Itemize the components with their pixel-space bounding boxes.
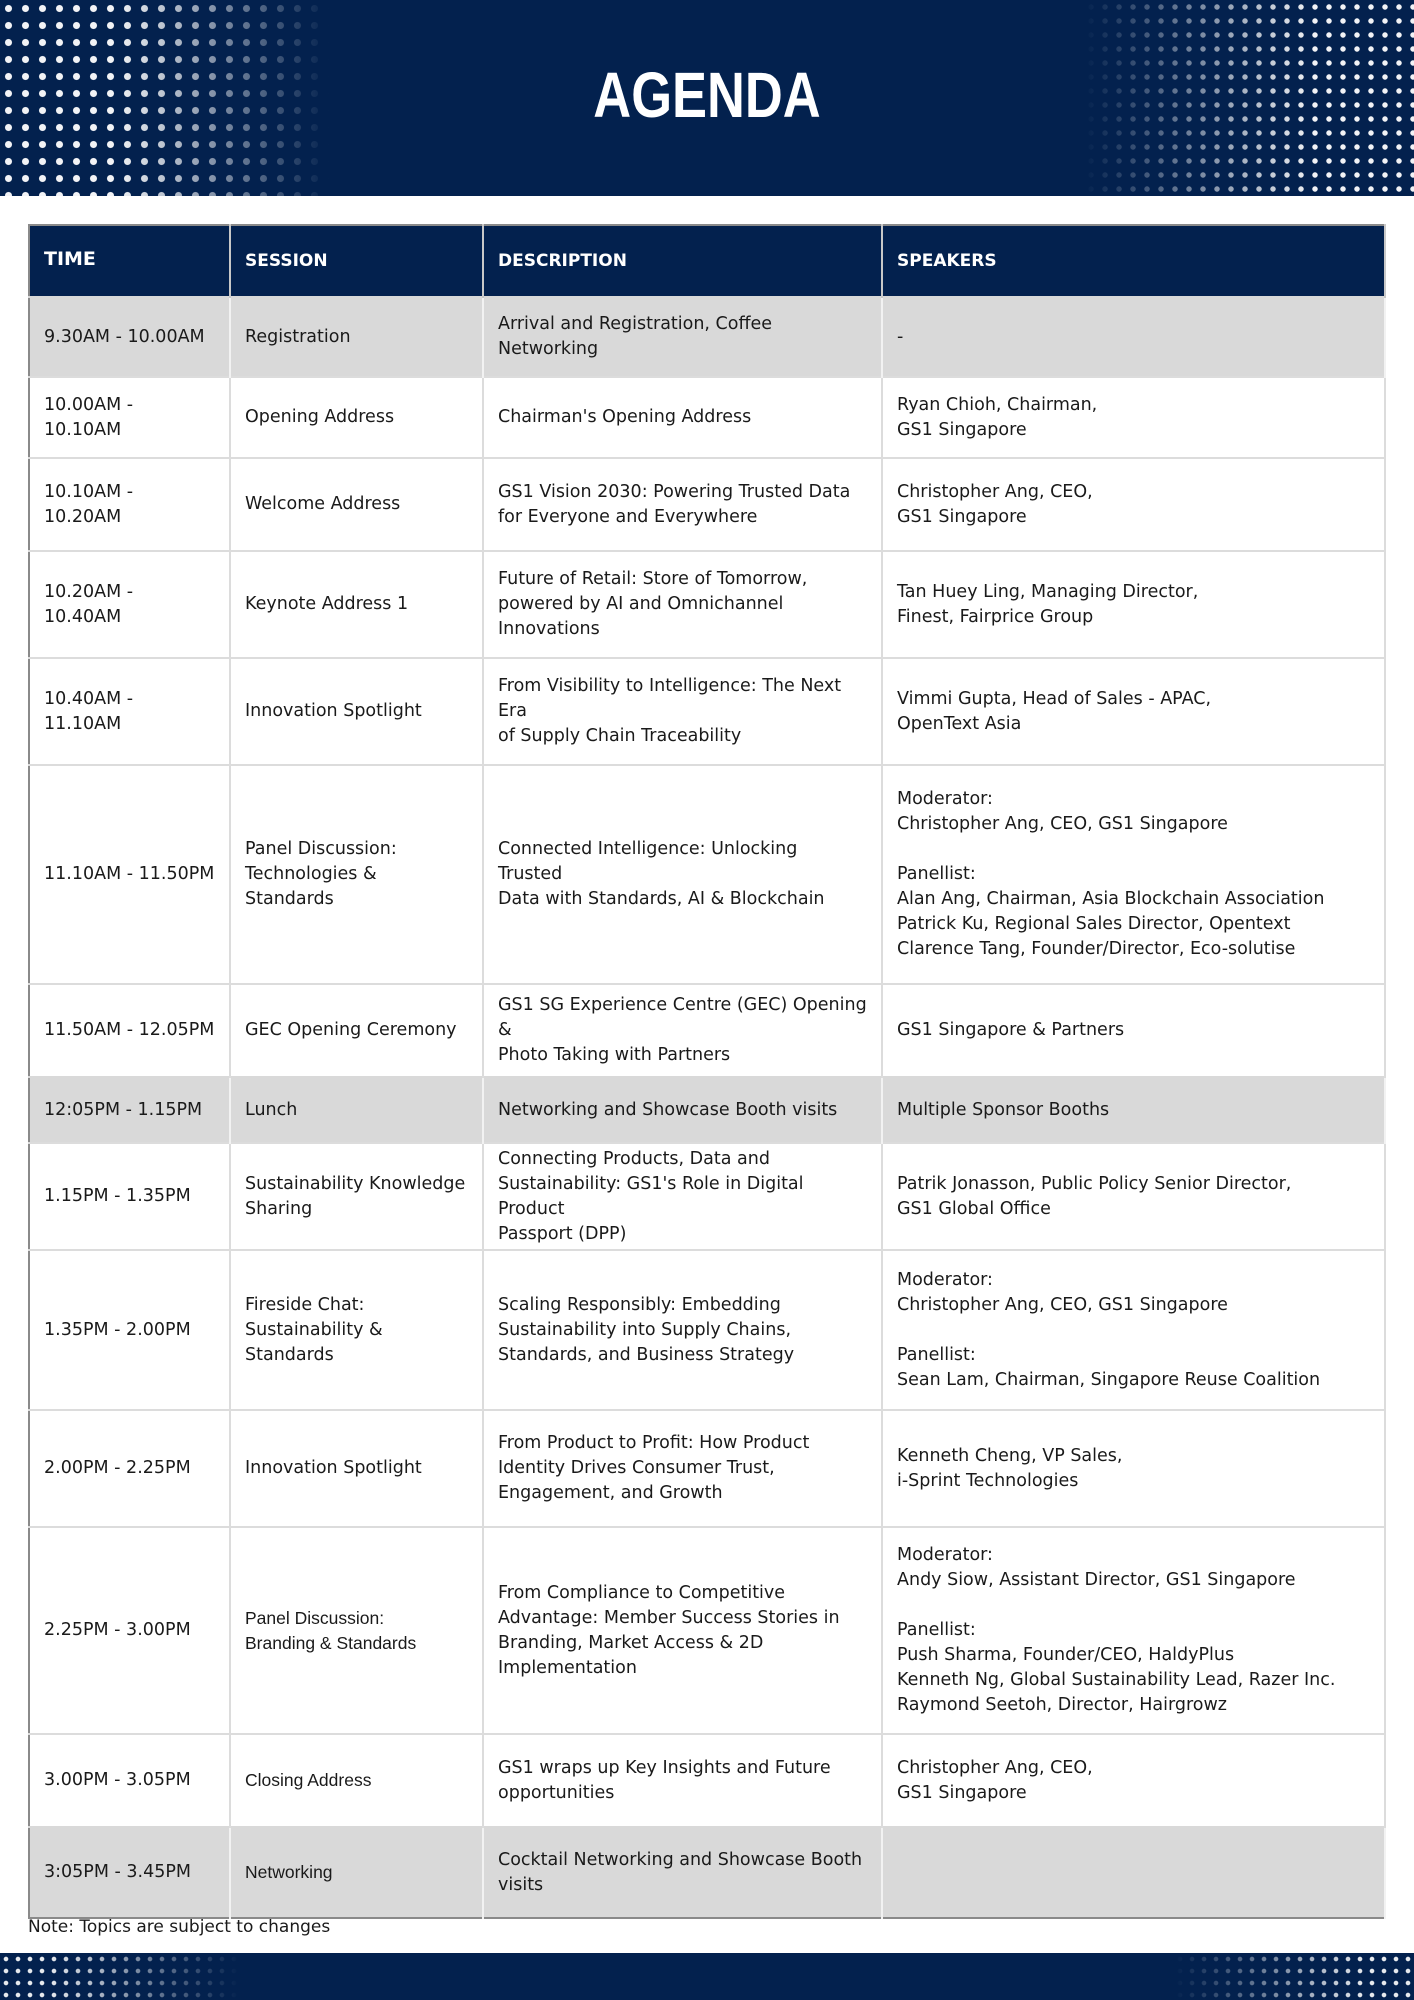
table-row <box>29 1250 1385 1410</box>
row-time: 3.00PM - 3.05PM <box>29 1734 230 1827</box>
row-speakers: Vimmi Gupta, Head of Sales - APAC, OpenText Asia <box>882 658 1385 765</box>
row-session: Closing Address <box>230 1734 483 1827</box>
header-banner <box>0 0 1414 196</box>
row-description: Connecting Products, Data and Sustainability: GS1's Role in Digital Product Passport (DPP) <box>483 1143 882 1250</box>
footnote: Note: Topics are subject to changes <box>28 1917 331 1937</box>
row-description: Arrival and Registration, Coffee Networking <box>483 297 882 377</box>
table-row <box>29 1077 1385 1143</box>
row-time: 9.30AM - 10.00AM <box>29 297 230 377</box>
table-header-row <box>29 225 1385 297</box>
row-session: Lunch <box>230 1077 483 1143</box>
row-description: Cocktail Networking and Showcase Booth visits <box>483 1827 882 1918</box>
footer-banner <box>0 1953 1414 2000</box>
row-description: GS1 Vision 2030: Powering Trusted Data for Everyone and Everywhere <box>483 458 882 551</box>
column-header-description: DESCRIPTION <box>483 225 882 297</box>
table-row <box>29 765 1385 984</box>
row-speakers: Tan Huey Ling, Managing Director, Finest, Fairprice Group <box>882 551 1385 658</box>
table-row <box>29 1410 1385 1527</box>
row-time: 1.35PM - 2.00PM <box>29 1250 230 1410</box>
table-row <box>29 458 1385 551</box>
row-time: 1.15PM - 1.35PM <box>29 1143 230 1250</box>
row-speakers: - <box>882 297 1385 377</box>
row-speakers: Kenneth Cheng, VP Sales, i-Sprint Technologies <box>882 1410 1385 1527</box>
row-session: Networking <box>230 1827 483 1918</box>
dot-pattern-footer-left <box>0 1953 240 2000</box>
row-session: Fireside Chat: Sustainability & Standards <box>230 1250 483 1410</box>
row-time: 10.10AM - 10.20AM <box>29 458 230 551</box>
row-speakers: Moderator: Christopher Ang, CEO, GS1 Singapore Panellist: Sean Lam, Chairman, Singapore Reuse Coalition <box>882 1250 1385 1410</box>
row-time: 11.50AM - 12.05PM <box>29 984 230 1077</box>
page-title: AGENDA <box>593 59 821 131</box>
table-row <box>29 658 1385 765</box>
row-description: From Product to Profit: How Product Identity Drives Consumer Trust, Engagement, and Growth <box>483 1410 882 1527</box>
row-speakers: Moderator: Andy Siow, Assistant Director, GS1 Singapore Panellist: Push Sharma, Founder/CEO, HaldyPlus Kenneth Ng, Global Sustainability Lead, Razer Inc. Raymond Seetoh, Director, Hairgrowz <box>882 1527 1385 1734</box>
table-row <box>29 984 1385 1077</box>
row-description: Scaling Responsibly: Embedding Sustainability into Supply Chains, Standards, and Business Strategy <box>483 1250 882 1410</box>
row-session: Keynote Address 1 <box>230 551 483 658</box>
row-session: Welcome Address <box>230 458 483 551</box>
agenda-table <box>28 224 1386 1919</box>
table-row <box>29 377 1385 458</box>
row-time: 10.40AM - 11.10AM <box>29 658 230 765</box>
row-speakers: Ryan Chioh, Chairman, GS1 Singapore <box>882 377 1385 458</box>
table-row <box>29 1827 1385 1918</box>
row-description: Networking and Showcase Booth visits <box>483 1077 882 1143</box>
table-row <box>29 1143 1385 1250</box>
row-session: Registration <box>230 297 483 377</box>
row-description: From Compliance to Competitive Advantage: Member Success Stories in Branding, Market Access & 2D Implementation <box>483 1527 882 1734</box>
row-time: 10.20AM - 10.40AM <box>29 551 230 658</box>
row-time: 11.10AM - 11.50PM <box>29 765 230 984</box>
row-description: From Visibility to Intelligence: The Next Era of Supply Chain Traceability <box>483 658 882 765</box>
row-speakers: Christopher Ang, CEO, GS1 Singapore <box>882 458 1385 551</box>
row-description: GS1 wraps up Key Insights and Future opportunities <box>483 1734 882 1827</box>
row-description: GS1 SG Experience Centre (GEC) Opening & Photo Taking with Partners <box>483 984 882 1077</box>
row-speakers: Patrik Jonasson, Public Policy Senior Director, GS1 Global Office <box>882 1143 1385 1250</box>
row-time: 2.00PM - 2.25PM <box>29 1410 230 1527</box>
row-speakers: Moderator: Christopher Ang, CEO, GS1 Singapore Panellist: Alan Ang, Chairman, Asia Blockchain Association Patrick Ku, Regional Sales Director, Opentext Clarence Tang, Founder/Director, Eco-solutise <box>882 765 1385 984</box>
row-time: 2.25PM - 3.00PM <box>29 1527 230 1734</box>
row-speakers: Multiple Sponsor Booths <box>882 1077 1385 1143</box>
row-session: GEC Opening Ceremony <box>230 984 483 1077</box>
table-row <box>29 1527 1385 1734</box>
row-time: 12:05PM - 1.15PM <box>29 1077 230 1143</box>
column-header-speakers: SPEAKERS <box>882 225 1385 297</box>
row-speakers: Christopher Ang, CEO, GS1 Singapore <box>882 1734 1385 1827</box>
table-row <box>29 551 1385 658</box>
column-header-session: SESSION <box>230 225 483 297</box>
table-row <box>29 297 1385 377</box>
row-time: 3:05PM - 3.45PM <box>29 1827 230 1918</box>
dot-pattern-footer-right <box>1174 1953 1414 2000</box>
row-speakers: GS1 Singapore & Partners <box>882 984 1385 1077</box>
row-session: Panel Discussion: Branding & Standards <box>230 1527 483 1734</box>
column-header-time: TIME <box>29 225 230 297</box>
row-session: Panel Discussion: Technologies & Standards <box>230 765 483 984</box>
row-speakers <box>882 1827 1385 1918</box>
row-description: Connected Intelligence: Unlocking Trusted Data with Standards, AI & Blockchain <box>483 765 882 984</box>
row-session: Innovation Spotlight <box>230 1410 483 1527</box>
row-session: Innovation Spotlight <box>230 658 483 765</box>
row-time: 10.00AM - 10.10AM <box>29 377 230 458</box>
row-description: Chairman's Opening Address <box>483 377 882 458</box>
row-session: Sustainability Knowledge Sharing <box>230 1143 483 1250</box>
row-session: Opening Address <box>230 377 483 458</box>
table-row <box>29 1734 1385 1827</box>
row-description: Future of Retail: Store of Tomorrow, powered by AI and Omnichannel Innovations <box>483 551 882 658</box>
